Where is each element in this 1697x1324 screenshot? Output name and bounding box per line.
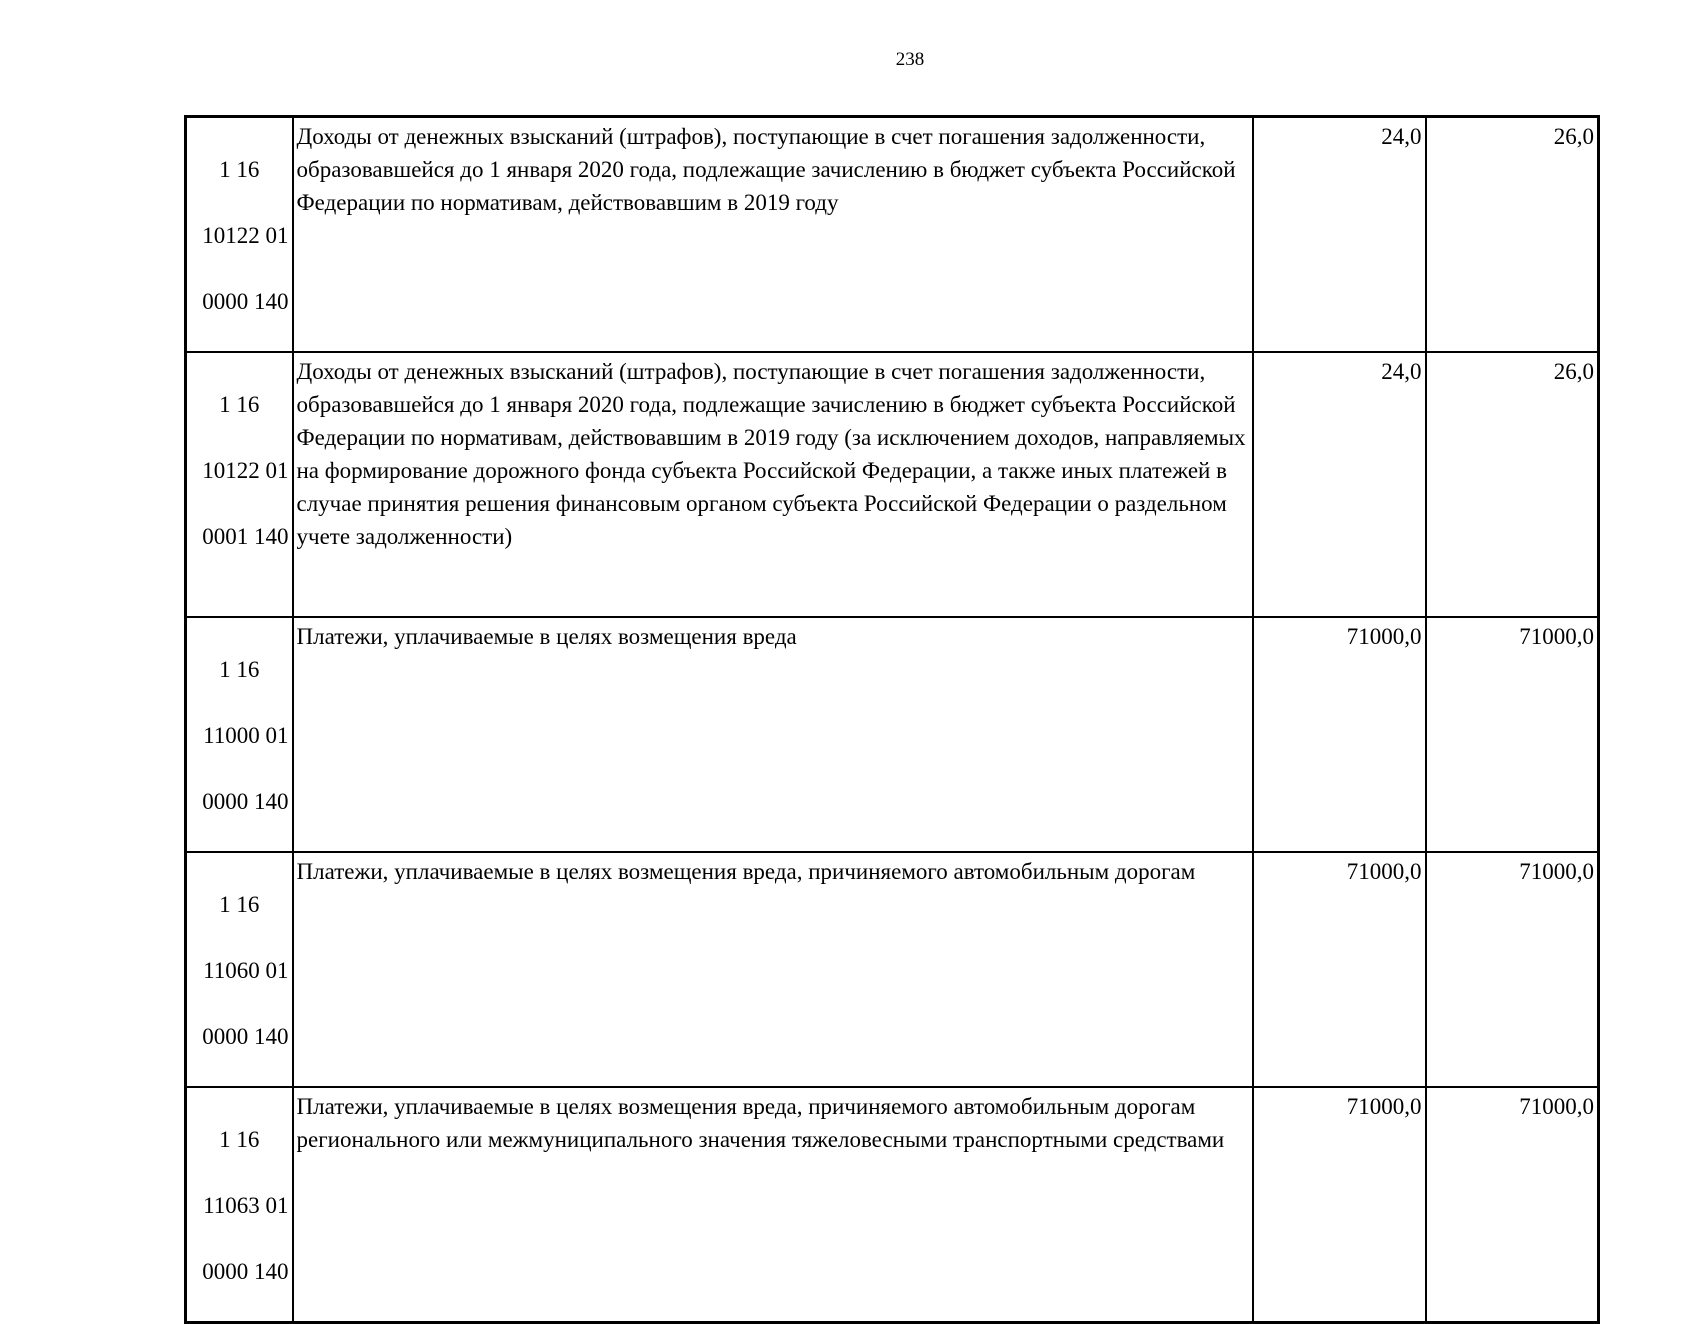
code-line: 11000 01	[203, 723, 289, 748]
revenue-name: Платежи, уплачиваемые в целях возмещения вреда, причиняемого автомобильным дорогам	[293, 852, 1253, 1087]
code-line: 11063 01	[203, 1193, 289, 1218]
code-line: 11060 01	[203, 958, 289, 983]
amount-year-2: 71000,0	[1426, 852, 1599, 1087]
amount-year-1: 71000,0	[1253, 852, 1426, 1087]
table-row	[186, 852, 1599, 1087]
budget-classification-code	[186, 852, 293, 1087]
budget-classification-code	[186, 352, 293, 617]
code-line: 0001 140	[202, 524, 289, 549]
code-line: 10122 01	[202, 458, 289, 483]
amount-year-2: 71000,0	[1426, 1087, 1599, 1323]
code-line: 1 16	[219, 157, 260, 182]
code-line: 1 16	[219, 392, 260, 417]
amount-year-2: 26,0	[1426, 352, 1599, 617]
amount-year-1: 71000,0	[1253, 617, 1426, 852]
revenue-name: Платежи, уплачиваемые в целях возмещения вреда	[293, 617, 1253, 852]
amount-year-1: 71000,0	[1253, 1087, 1426, 1323]
code-line: 1 16	[219, 892, 260, 917]
page-number: 238	[895, 49, 925, 70]
budget-classification-code	[186, 1087, 293, 1323]
code-line: 10122 01	[202, 223, 289, 248]
code-line: 0000 140	[202, 1259, 289, 1284]
amount-year-1: 24,0	[1253, 117, 1426, 353]
budget-classification-code	[186, 617, 293, 852]
amount-year-2: 26,0	[1426, 117, 1599, 353]
revenue-name: Доходы от денежных взысканий (штрафов), поступающие в счет погашения задолженности, образовавшейся до 1 января 2020 года, подлежащие зачислению в бюджет субъекта Российской Федерации по нормативам, действовавшим в 2019 году	[293, 117, 1253, 353]
code-line: 1 16	[219, 1127, 260, 1152]
code-line: 0000 140	[202, 789, 289, 814]
revenue-name: Доходы от денежных взысканий (штрафов), поступающие в счет погашения задолженности, образовавшейся до 1 января 2020 года, подлежащие зачислению в бюджет субъекта Российской Федерации по нормативам, действовавшим в 2019 году (за исключением доходов, направляемых на формирование дорожного фонда субъекта Российской Федерации, а также иных платежей в случае принятия решения финансовым органом субъекта Российской Федерации о раздельном учете задолженности)	[293, 352, 1253, 617]
amount-year-1: 24,0	[1253, 352, 1426, 617]
table-row	[186, 1087, 1599, 1323]
table-row	[186, 352, 1599, 617]
revenue-name: Платежи, уплачиваемые в целях возмещения вреда, причиняемого автомобильным дорогам регионального или межмуниципального значения тяжеловесными транспортными средствами	[293, 1087, 1253, 1323]
table-row	[186, 617, 1599, 852]
code-line: 0000 140	[202, 1024, 289, 1049]
budget-classification-code	[186, 117, 293, 353]
code-line: 1 16	[219, 657, 260, 682]
code-line: 0000 140	[202, 289, 289, 314]
table-row	[186, 117, 1599, 353]
amount-year-2: 71000,0	[1426, 617, 1599, 852]
budget-revenue-table	[184, 115, 1600, 1324]
